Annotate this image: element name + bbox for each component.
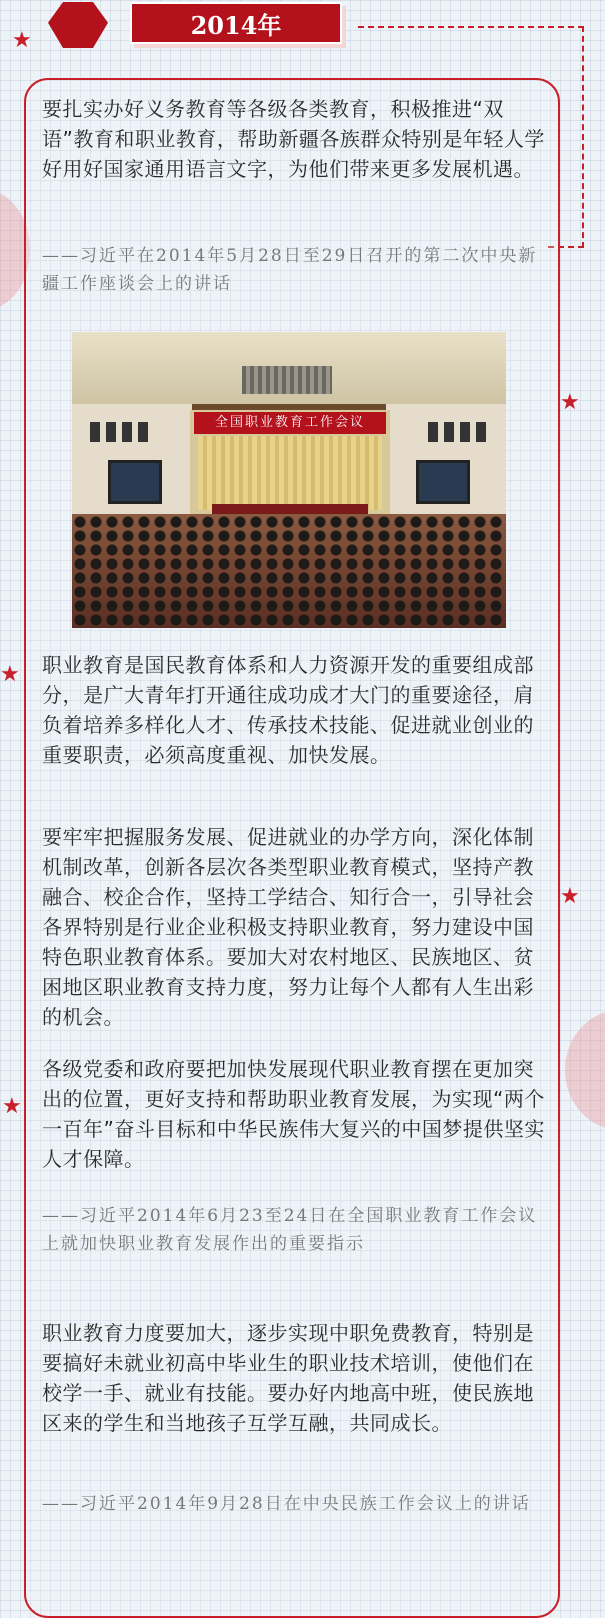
quote-source-3: ——习近平2014年9月28日在中央民族工作会议上的讲话 xyxy=(42,1494,531,1514)
audience xyxy=(72,514,506,628)
star-icon: ★ xyxy=(560,884,580,909)
paragraph-4: 各级党委和政府要把加快发展现代职业教育摆在更加突出的位置，更好支持和帮助职业教育发展，为实现“两个一百年”奋斗目标和中华民族伟大复兴的中国梦提供坚实人才保障。 xyxy=(42,1057,545,1171)
dashed-line xyxy=(358,26,584,28)
star-icon: ★ xyxy=(560,390,580,415)
dashed-line xyxy=(582,26,584,248)
quote-source-2: ——习近平2014年6月23至24日在全国职业教育工作会议上就加快职业教育发展作出的重要指示 xyxy=(42,1206,538,1254)
star-icon: ★ xyxy=(0,662,20,687)
star-icon: ★ xyxy=(2,1094,22,1119)
decor-blob-right xyxy=(565,1010,605,1130)
year-title: 2014年 xyxy=(130,2,342,44)
paragraph-5: 职业教育力度要加大，逐步实现中职免费教育，特别是要搞好未就业初高中毕业生的职业技术培训，使他们在校学一手、就业有技能。要办好内地高中班，使民族地区来的学生和当地孩子互学互融，共同成长。 xyxy=(42,1321,534,1435)
decor-hexagon xyxy=(48,2,108,48)
paragraph-3: 要牢牢把握服务发展、促进就业的办学方向，深化体制机制改革，创新各层次各类型职业教育模式，坚持产教融合、校企合作，坚持工学结合、知行合一，引导社会各界特别是行业企业积极支持职业教育，努力建设中国特色职业教育体系。要加大对农村地区、民族地区、贫困地区职业教育支持力度，努力让每个人都有人生出彩的机会。 xyxy=(42,825,534,1029)
quote-source-1: ——习近平在2014年5月28日至29日召开的第二次中央新疆工作座谈会上的讲话 xyxy=(42,246,538,294)
screen-left xyxy=(108,460,162,504)
conference-banner: 全国职业教育工作会议 xyxy=(194,412,386,434)
star-icon: ★ xyxy=(12,28,32,53)
screen-right xyxy=(416,460,470,504)
paragraph-1: 要扎实办好义务教育等各级各类教育，积极推进“双语”教育和职业教育，帮助新疆各族群众特别是年轻人学好用好国家通用语言文字，为他们带来更多发展机遇。 xyxy=(42,97,545,181)
conference-photo xyxy=(72,332,506,628)
paragraph-2: 职业教育是国民教育体系和人力资源开发的重要组成部分，是广大青年打开通往成功成才大门的重要途径，肩负着培养多样化人才、传承技术技能、促进就业创业的重要职责，必须高度重视、加快发展。 xyxy=(42,653,534,767)
